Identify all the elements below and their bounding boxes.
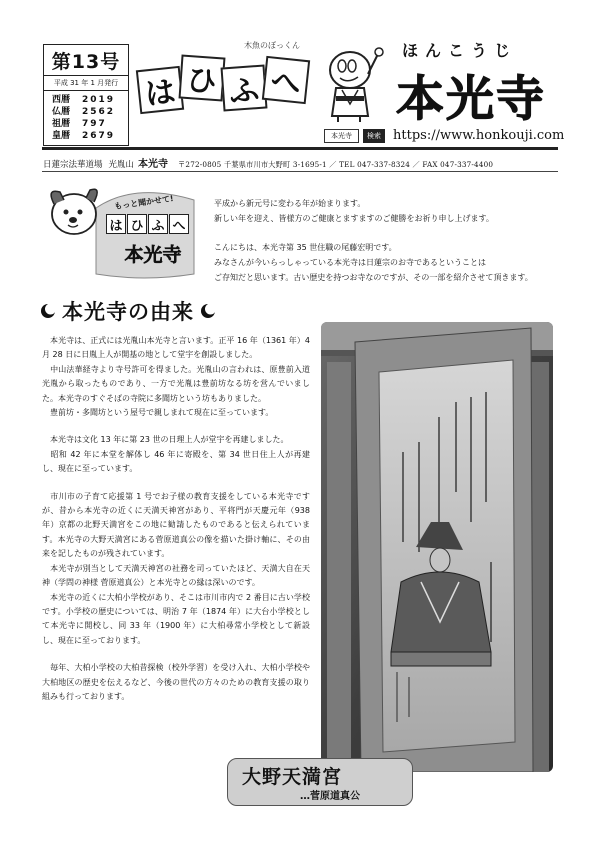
article-paragraph: 市川市の子育て応援第 1 号でお子様の教育支援をしている本光寺ですが、昔から本光寺の近くに天満天神宮があり、平将門が天慶元年（938 年）京都の北野天満宮をこの地に勧請したものであると伝えられています。本光寺の大野天満宮にある菅原道真公の像を描いた掛け軸に、その由来を記したものが残されています。: [42, 491, 310, 559]
temple-info-line: [43, 155, 559, 170]
hanging-scroll-photo: [321, 322, 553, 772]
photo-caption-title: 大野天満宮: [242, 766, 343, 788]
search-row: [324, 128, 564, 143]
title-char: ひ: [179, 55, 226, 102]
article-paragraph: 豊前坊・多聞坊という屋号で親しまれて現在に至っています。: [42, 408, 274, 418]
title-char: は: [136, 66, 184, 114]
search-button[interactable]: 検索: [363, 129, 385, 143]
website-link[interactable]: https://www.honkouji.com: [393, 128, 565, 143]
year-row: 祖暦 797: [52, 119, 107, 129]
issue-info-box: [43, 44, 129, 146]
title-char: へ: [169, 214, 189, 234]
year-row: 西暦 2019: [52, 95, 116, 105]
sect-name: 日蓮宗法華道場: [43, 160, 103, 170]
crescent-moon-icon: [40, 303, 56, 319]
info-divider: [42, 171, 558, 172]
title-char: ひ: [127, 214, 147, 234]
greeting-line: こんにちは、本光寺第 35 世住職の尾藤宏明です。: [214, 243, 397, 252]
issue-date: 平成 31 年 1 月発行: [44, 76, 128, 91]
history-article: [42, 334, 310, 704]
article-paragraph: 本光寺は、正式には光胤山本光寺と言います。正平 16 年（1361 年）4 月 28 日に日胤上人が開基の地として堂宇を創設しました。: [42, 336, 310, 360]
title-char: へ: [262, 56, 310, 104]
title-char: ふ: [221, 65, 268, 112]
intro-greeting: [214, 196, 560, 285]
search-input[interactable]: 本光寺: [324, 129, 359, 143]
greeting-line: 新しい年を迎え、皆様方のご健康とますますのご健勝をお祈り申し上げます。: [214, 214, 494, 223]
title-char: ふ: [148, 214, 168, 234]
temple-name-logo: 本光寺: [396, 71, 547, 127]
article-paragraph: 中山法華経寺より寺号許可を得ました。光胤山の言われは、原豊前入道光胤から取ったものであり、一方で光胤は豊前坊なる坊を営んでいました。本光寺のすぐそばの寺院に多聞坊という坊もありました。: [42, 364, 310, 403]
issue-number: 第13号: [44, 45, 128, 76]
article-paragraph: 毎年、大柏小学校の大柏昔探検（校外学習）を受け入れ、大柏小学校や大柏地区の歴史を伝えるなど、今後の世代の方々のための教育支援の取り組みも行っております。: [42, 663, 310, 701]
title-char: は: [106, 214, 126, 234]
photo-caption-subtitle: …菅原道真公: [300, 791, 360, 802]
section-heading: [40, 296, 216, 326]
section-title: 本光寺の由来: [62, 300, 194, 324]
greeting-line: みなさんが今いらっしゃっている本光寺は日蓮宗のお寺であるということは: [214, 258, 486, 267]
header-divider: [42, 147, 558, 150]
temple-name-small: 本光寺: [138, 159, 169, 170]
newsletter-title: [138, 56, 306, 112]
article-paragraph: 本光寺の近くに大柏小学校があり、そこは市川市内で 2 番目に古い学校です。小学校の歴史については、明治 7 年（1874 年）に大台小学校として本光寺に開校し、同 33 年（1900 年）に大柏尋常小学校として新設し、現在に至っております。: [42, 592, 310, 645]
article-paragraph: 本光寺は文化 13 年に第 23 世の日理上人が堂宇を再建しました。: [42, 435, 289, 445]
article-paragraph: 昭和 42 年に本堂を解体し 46 年に寄殿を、第 34 世日住上人が再建し、現在に至っています。: [42, 449, 310, 474]
mokugyo-mascot-icon: [322, 44, 386, 124]
calendar-years: [44, 91, 128, 145]
article-paragraph: 本光寺が別当として天満天神宮の社務を司っていたほど、天満大自在天神（学問の神様 菅原道真公）と本光寺との縁は深いのです。: [42, 563, 310, 588]
contact-address: 〒272-0805 千葉県市川市大野町 3-1695-1 ／ TEL 047-337-8324 ／ FAX 047-337-4400: [178, 160, 494, 169]
year-row: 皇暦 2679: [52, 131, 116, 141]
greeting-line: 平成から新元号に変わる年が始まります。: [214, 199, 366, 208]
temple-name-kana: ほんこうじ: [402, 41, 518, 60]
year-row: 仏暦 2562: [52, 107, 116, 117]
intro-tagline: もっと聞かせて!: [113, 193, 175, 212]
mascot-tagline: 木魚のぼっくん: [244, 41, 300, 50]
greeting-line: ご存知だと思います。古い歴史を持つお寺なのですが、その一部を紹介させて頂きます。: [214, 273, 533, 282]
mountain-name: 光胤山: [108, 160, 135, 170]
crescent-moon-icon: [200, 303, 216, 319]
intro-kana-title: [106, 214, 189, 234]
intro-temple-name: 本光寺: [124, 244, 182, 266]
